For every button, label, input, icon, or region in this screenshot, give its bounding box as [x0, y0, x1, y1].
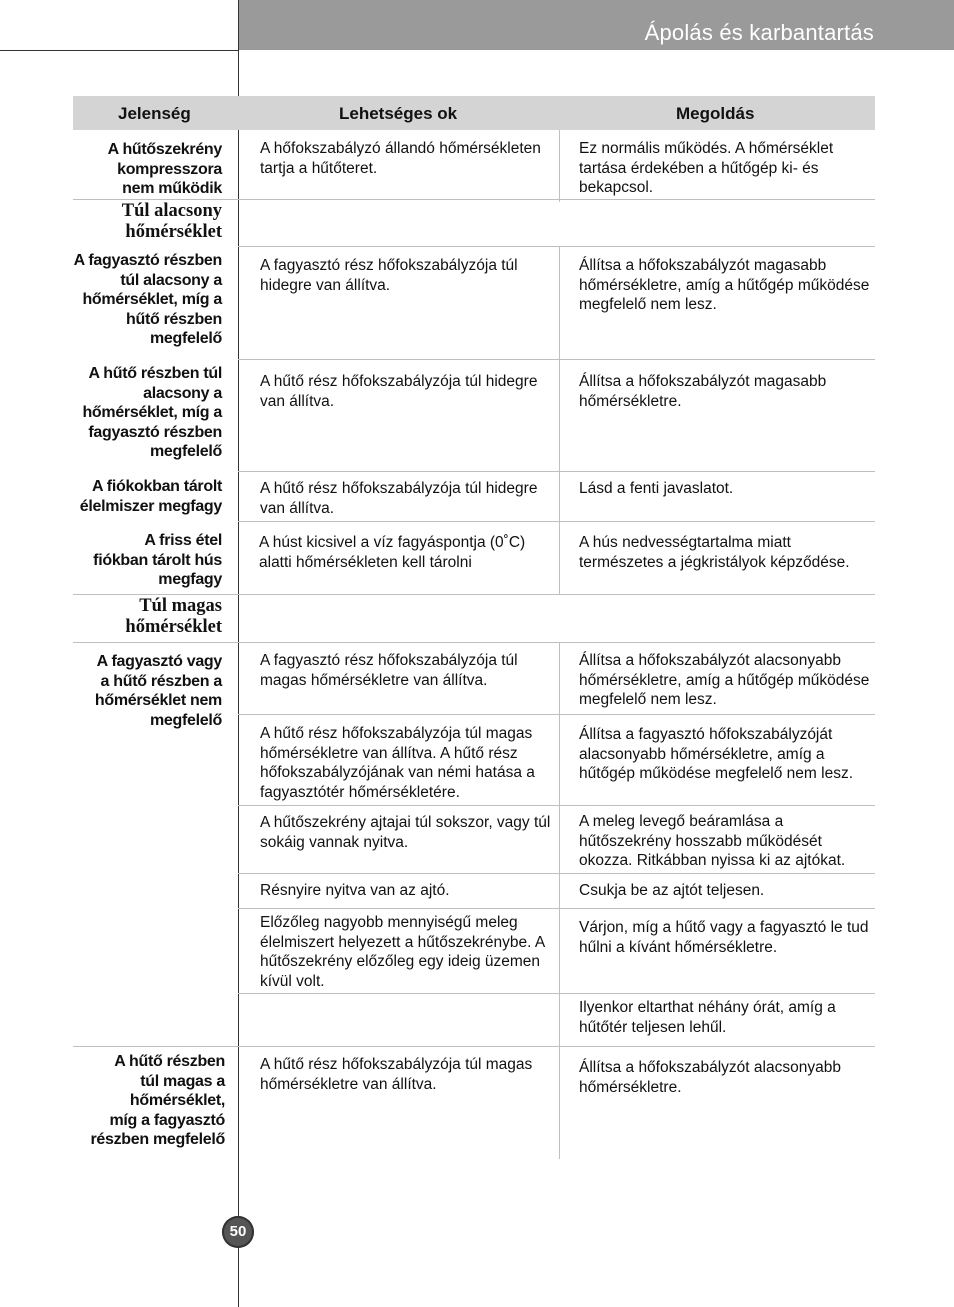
solution-cell: A meleg levegő beáramlása a hűtőszekrény hosszabb működését okozza. Ritkábban nyissa ki az ajtókat.: [579, 813, 846, 869]
solution-cell: Lásd a fenti javaslatot.: [579, 480, 734, 497]
cause-cell: A húst kicsivel a víz fagyáspontja (0˚C) alatti hőmérsékleten kell tárolni: [259, 534, 526, 571]
cause-cell: A fagyasztó rész hőfokszabályzója túl hidegre van állítva.: [260, 257, 518, 294]
column-divider: [559, 642, 560, 1159]
table-header: [73, 96, 875, 130]
row-divider: [238, 521, 875, 522]
row-divider: [73, 642, 875, 643]
solution-cell: Csukja be az ajtót teljesen.: [579, 882, 765, 899]
column-header-cause: Lehetséges ok: [339, 104, 458, 123]
column-divider: [559, 247, 560, 595]
row-divider: [238, 471, 875, 472]
section-heading-high-temp: Túl magas hőmérséklet: [125, 596, 222, 637]
symptom-cell: A fiókokban tárolt élelmiszer megfagy: [79, 478, 222, 515]
cause-cell: A hűtőszekrény ajtajai túl sokszor, vagy túl sokáig vannak nyitva.: [260, 814, 551, 851]
cause-cell: Résnyire nyitva van az ajtó.: [260, 882, 450, 899]
solution-cell: A hús nedvességtartalma miatt természetes a jégkristályok képződése.: [579, 534, 850, 571]
row-divider: [238, 246, 875, 247]
solution-cell: Állítsa a fagyasztó hőfokszabályzóját alacsonyabb hőmérsékletre, amíg a hűtőgép működése megfelelő nem lesz.: [579, 726, 853, 782]
solution-cell: Állítsa a hőfokszabályzót alacsonyabb hőmérsékletre.: [579, 1059, 841, 1096]
row-divider: [238, 993, 875, 994]
cause-cell: A hőfokszabályzó állandó hőmérsékleten tartja a hűtőteret.: [260, 140, 541, 177]
solution-cell: Ilyenkor eltarthat néhány órát, amíg a hűtőtér teljesen lehűl.: [579, 999, 836, 1036]
page-margin-line: [238, 0, 239, 1307]
section-heading-low-temp: Túl alacsony hőmérséklet: [121, 201, 222, 242]
cause-cell: A hűtő rész hőfokszabályzója túl hidegre van állítva.: [260, 373, 538, 410]
solution-cell: Állítsa a hőfokszabályzót magasabb hőmérsékletre.: [579, 373, 827, 410]
row-divider: [238, 908, 875, 909]
cause-cell: A hűtő rész hőfokszabályzója túl magas hőmérsékletre van állítva.: [260, 1056, 533, 1093]
symptom-cell: A hűtő részben túl magas a hőmérséklet, míg a fagyasztó részben megfelelő: [90, 1053, 225, 1148]
solution-cell: Várjon, míg a hűtő vagy a fagyasztó le tud hűlni a kívánt hőmérsékletre.: [579, 919, 869, 956]
column-divider: [559, 130, 560, 202]
page-number-badge: 50: [222, 1216, 254, 1248]
symptom-cell: A hűtőszekrény kompresszora nem működik: [107, 141, 222, 197]
cause-cell: Előzőleg nagyobb mennyiségű meleg élelmiszert helyezett a hűtőszekrénybe. A hűtőszekrény előzőleg egy ideig üzemen kívül volt.: [260, 914, 545, 990]
cause-cell: A hűtő rész hőfokszabályzója túl magas hőmérsékletre van állítva. A hűtő rész hőfokszabályzójának van némi hatása a fagyasztótér hőmérsékletére.: [260, 725, 535, 801]
header-rule: [0, 50, 238, 51]
symptom-cell: A fagyasztó vagy a hűtő részben a hőmérséklet nem megfelelő: [94, 653, 222, 729]
solution-cell: Állítsa a hőfokszabályzót alacsonyabb hőmérsékletre, amíg a hűtőgép működése megfelelő nem lesz.: [579, 652, 870, 708]
column-header-symptom: Jelenség: [118, 104, 191, 123]
row-divider: [73, 199, 875, 200]
symptom-cell: A hűtő részben túl alacsony a hőmérséklet, míg a fagyasztó részben megfelelő: [82, 365, 222, 460]
row-divider: [238, 359, 875, 360]
row-divider: [238, 805, 875, 806]
solution-cell: Ez normális működés. A hőmérséklet tartása érdekében a hűtőgép ki- és bekapcsol.: [579, 140, 834, 196]
cause-cell: A fagyasztó rész hőfokszabályzója túl magas hőmérsékletre van állítva.: [260, 652, 518, 689]
column-header-solution: Megoldás: [676, 104, 755, 123]
cause-cell: A hűtő rész hőfokszabályzója túl hidegre van állítva.: [260, 480, 538, 517]
solution-cell: Állítsa a hőfokszabályzót magasabb hőmérsékletre, amíg a hűtőgép működése megfelelő nem lesz.: [579, 257, 870, 313]
symptom-cell: A fagyasztó részben túl alacsony a hőmérséklet, míg a hűtő részben megfelelő: [73, 252, 222, 347]
row-divider: [73, 594, 875, 595]
symptom-cell: A friss étel fiókban tárolt hús megfagy: [93, 532, 222, 588]
row-divider: [238, 873, 875, 874]
row-divider: [73, 1046, 875, 1047]
row-divider: [238, 714, 875, 715]
page-title: Ápolás és karbantartás: [644, 20, 874, 45]
